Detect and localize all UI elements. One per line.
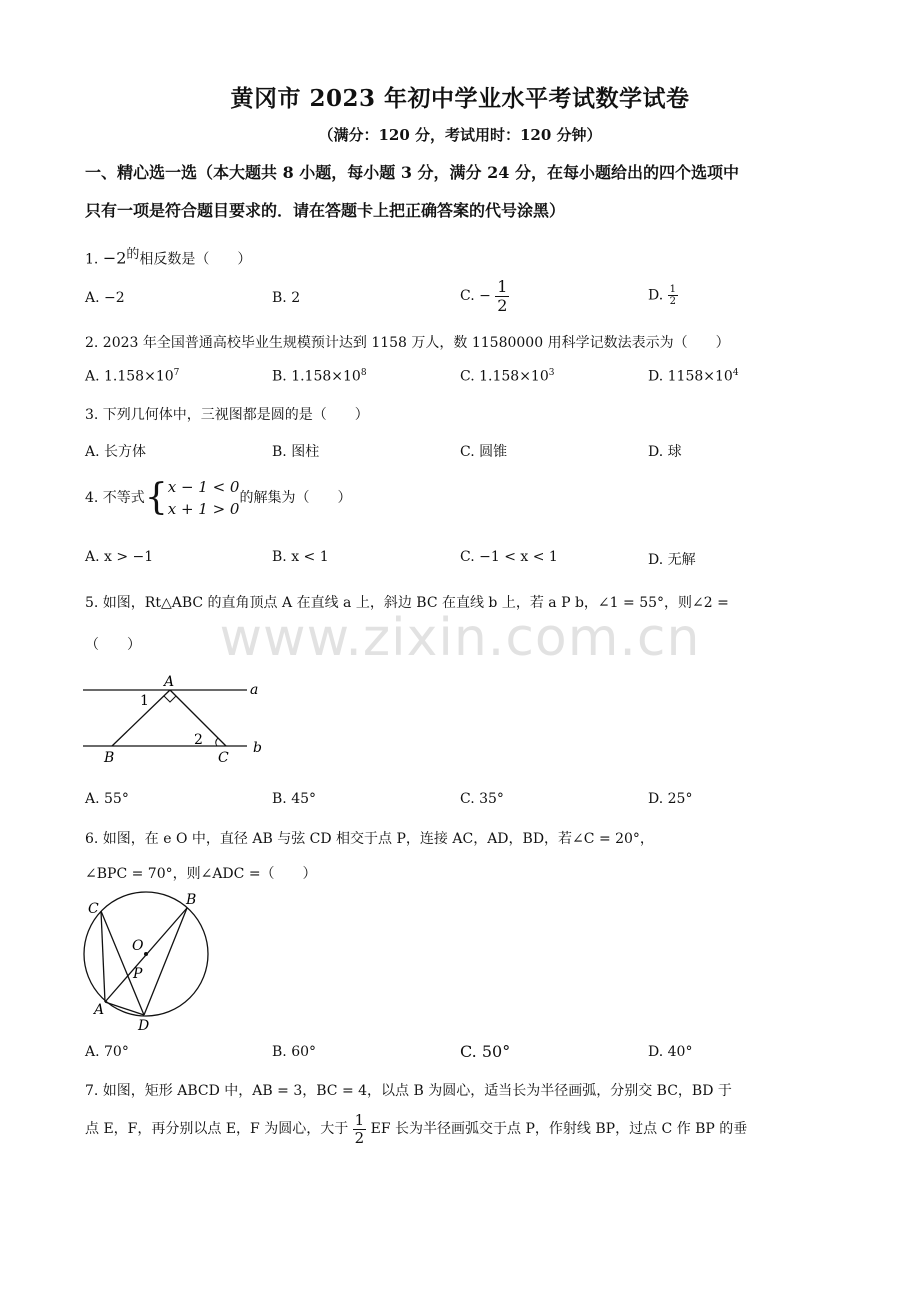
section-line-2: 只有一项是符合题目要求的．请在答题卡上把正确答案的代号涂黑） bbox=[85, 201, 566, 220]
question-number: 1. bbox=[85, 251, 99, 268]
q1-option-b: B. 2 bbox=[272, 290, 301, 306]
q5-option-c: C. 35° bbox=[460, 791, 504, 807]
question-7-line-1: 7. 如图，矩形 ABCD 中，AB = 3，BC = 4，以点 B 为圆心，适当长为半径画弧，分别交 BC，BD 于 bbox=[85, 1083, 732, 1099]
label-angle-2: 2 bbox=[194, 732, 203, 748]
frac-den: 2 bbox=[497, 295, 508, 315]
q3-option-d: D. 球 bbox=[648, 444, 682, 460]
label-C: C bbox=[218, 750, 229, 766]
figure-triangle bbox=[80, 668, 280, 768]
brace: { bbox=[144, 477, 168, 518]
q3-option-b: B. 图柱 bbox=[272, 444, 320, 460]
question-2: 2. 2023 年全国普通高校毕业生规模预计达到 1158 万人，数 11580000 用科学记数法表示为（ ） bbox=[85, 335, 730, 351]
question-4 bbox=[85, 476, 351, 520]
q2-a-base: A. 1.158×10 bbox=[85, 368, 174, 385]
q2-a-exp: 7 bbox=[173, 368, 180, 378]
label-angle-1: 1 bbox=[140, 693, 149, 709]
q2-c-base: C. 1.158×10 bbox=[460, 368, 549, 385]
frac-num: 1 bbox=[669, 284, 677, 295]
q2-b-exp: 8 bbox=[360, 368, 367, 378]
q4-suffix: 的解集为（ ） bbox=[239, 490, 352, 506]
q7-line2-post: EF 长为半径画弧交于点 P，作射线 BP，过点 C 作 BP 的垂 bbox=[370, 1121, 748, 1137]
q1-option-c bbox=[460, 278, 509, 314]
question-5: 5. 如图，Rt△ABC 的直角顶点 A 在直线 a 上，斜边 BC 在直线 b 上，若 a P b，∠1 = 55°，则∠2 = bbox=[85, 595, 729, 611]
q6-option-b: B. 60° bbox=[272, 1044, 317, 1060]
frac-den: 2 bbox=[354, 1128, 365, 1147]
q1-option-d bbox=[648, 284, 678, 307]
q6-option-a: A. 70° bbox=[85, 1044, 129, 1060]
fraction bbox=[353, 1112, 367, 1146]
q1-c-prefix: C. − bbox=[460, 288, 491, 305]
q1-text: 相反数是（ ） bbox=[139, 251, 252, 268]
label-O: O bbox=[132, 938, 144, 954]
q2-option-d bbox=[648, 368, 739, 385]
page-subtitle: （满分：120 分，考试用时：120 分钟） bbox=[318, 126, 602, 144]
question-5-paren: （ ） bbox=[85, 637, 141, 653]
q1-sup: 的 bbox=[126, 247, 140, 262]
q1-expr: −2 bbox=[102, 248, 127, 268]
watermark: www.zixin.com.cn bbox=[219, 608, 701, 668]
label-A: A bbox=[94, 1002, 105, 1018]
label-B: B bbox=[104, 750, 115, 766]
label-D: D bbox=[138, 1018, 150, 1034]
q2-b-base: B. 1.158×10 bbox=[272, 368, 361, 385]
label-A: A bbox=[164, 674, 175, 690]
q2-option-a bbox=[85, 368, 179, 385]
angle-2-arc bbox=[216, 738, 218, 746]
right-angle-mark bbox=[164, 696, 176, 702]
frac-num: 1 bbox=[354, 1111, 365, 1129]
q5-option-b: B. 45° bbox=[272, 791, 317, 807]
inequality-row-1: x − 1 < 0 bbox=[167, 478, 240, 496]
label-a: a bbox=[250, 682, 259, 698]
q3-option-a: A. 长方体 bbox=[85, 444, 147, 460]
question-1 bbox=[85, 243, 251, 269]
q5-option-d: D. 25° bbox=[648, 791, 693, 807]
q4-option-a: A. x > −1 bbox=[85, 549, 154, 565]
q2-c-exp: 3 bbox=[548, 368, 555, 378]
q4-option-c: C. −1 < x < 1 bbox=[460, 549, 558, 565]
q1-d-prefix: D. bbox=[648, 287, 664, 304]
q3-option-c: C. 圆锥 bbox=[460, 444, 508, 460]
section-line-1: 一、精心选一选（本大题共 8 小题，每小题 3 分，满分 24 分，在每小题给出的四个选项中 bbox=[85, 163, 739, 182]
q2-d-exp: 4 bbox=[732, 368, 739, 378]
q6-option-c: C. 50° bbox=[460, 1042, 511, 1061]
figure-circle bbox=[80, 890, 220, 1036]
q2-option-b bbox=[272, 368, 367, 385]
label-b: b bbox=[253, 740, 262, 756]
center-point bbox=[144, 952, 148, 956]
frac-num: 1 bbox=[497, 277, 508, 296]
inequality-system bbox=[168, 476, 240, 520]
q6-option-d: D. 40° bbox=[648, 1044, 693, 1060]
question-6-line-1: 6. 如图，在 e O 中，直径 AB 与弦 CD 相交于点 P，连接 AC，AD，BD，若∠C = 20°， bbox=[85, 831, 654, 847]
fraction bbox=[495, 278, 509, 314]
segment-ad bbox=[105, 1002, 144, 1015]
label-B: B bbox=[186, 892, 197, 908]
fraction-small bbox=[668, 284, 678, 307]
q4-option-d: D. 无解 bbox=[648, 552, 696, 568]
q1-option-a: A. −2 bbox=[85, 290, 125, 306]
q4-option-b: B. x < 1 bbox=[272, 549, 329, 565]
inequality-row-2: x + 1 > 0 bbox=[167, 500, 240, 518]
q5-option-a: A. 55° bbox=[85, 791, 129, 807]
frac-den: 2 bbox=[669, 296, 677, 307]
section-header bbox=[85, 154, 835, 230]
segment-ac bbox=[101, 911, 105, 1002]
label-P: P bbox=[133, 966, 143, 982]
q7-line2-pre: 点 E，F，再分别以点 E，F 为圆心，大于 bbox=[85, 1121, 349, 1137]
q4-prefix: 4. 不等式 bbox=[85, 490, 145, 506]
question-6-line-2: ∠BPC = 70°，则∠ADC =（ ） bbox=[85, 866, 317, 882]
q2-d-base: D. 1158×10 bbox=[648, 368, 733, 385]
question-3: 3. 下列几何体中，三视图都是圆的是（ ） bbox=[85, 407, 369, 423]
label-C: C bbox=[88, 901, 99, 917]
segment-bd bbox=[144, 908, 187, 1015]
question-7-line-2 bbox=[85, 1112, 747, 1146]
q2-option-c bbox=[460, 368, 554, 385]
page-title: 黄冈市 2023 年初中学业水平考试数学试卷 bbox=[230, 85, 690, 112]
